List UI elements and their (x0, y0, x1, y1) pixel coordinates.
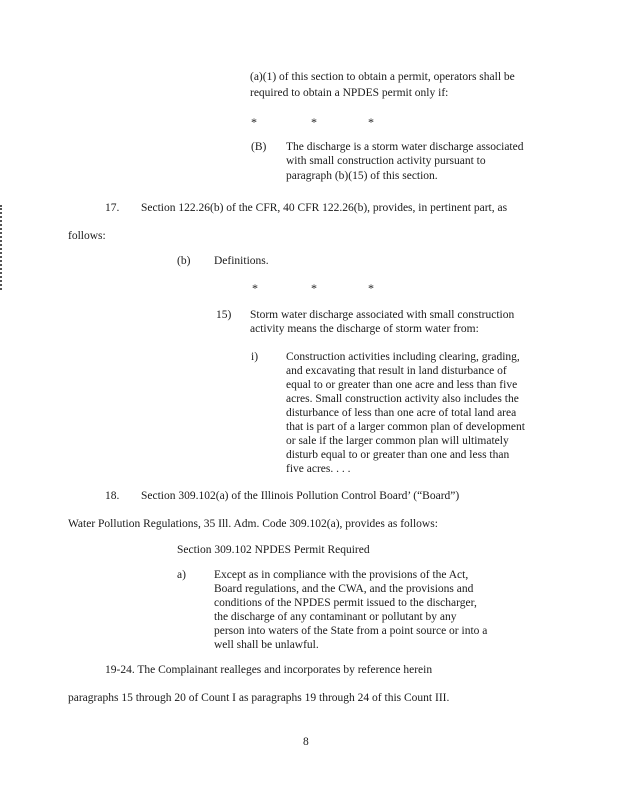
quote-b-label: (B) (251, 141, 267, 153)
item-i-line: disturb equal to or greater than one and less than (286, 449, 510, 461)
item15-label: 15) (216, 309, 232, 321)
ellipsis-star: * (368, 281, 374, 295)
para17-number: 17. (105, 202, 120, 214)
para18-line2: Water Pollution Regulations, 35 Ill. Adm. Code 309.102(a), provides as follows: (68, 518, 438, 530)
para17-line1: Section 122.26(b) of the CFR, 40 CFR 122.26(b), provides, in pertinent part, as (141, 202, 508, 214)
ellipsis-star: * (251, 115, 257, 129)
item-i-label: i) (251, 351, 259, 363)
item-a-line: well shall be unlawful. (214, 639, 319, 651)
para19-line2: paragraphs 15 through 20 of Count I as paragraphs 19 through 24 of this Count III. (68, 692, 450, 704)
para17-line2: follows: (68, 230, 106, 242)
item-a-line: Board regulations, and the CWA, and the provisions and (214, 583, 474, 595)
item15-line: Storm water discharge associated with small construction (250, 309, 515, 321)
ellipsis-star: * (311, 115, 317, 129)
definitions-text: Definitions. (214, 255, 269, 267)
item-i-line: that is part of a larger common plan of development (286, 421, 525, 433)
ellipsis-star: * (311, 281, 317, 295)
item-i-line: and excavating that result in land disturbance of (286, 365, 507, 377)
definitions-label: (b) (177, 255, 191, 267)
item-i-line: disturbance of less than one acre of total land area (286, 407, 517, 419)
para19-line1: 19-24. The Complainant realleges and incorporates by reference herein (105, 664, 433, 676)
item-a-line: conditions of the NPDES permit issued to the discharger, (214, 597, 477, 609)
quote-b-line: with small construction activity pursuant to (286, 155, 486, 167)
page-number: 8 (303, 736, 309, 748)
item-i-line: Construction activities including clearing, grading, (286, 351, 520, 363)
ellipsis-star: * (252, 281, 258, 295)
item-i-line: five acres. . . . (286, 463, 351, 475)
para18-line1: Section 309.102(a) of the Illinois Pollution Control Board’ (“Board”) (141, 490, 460, 502)
scan-edge-mark (0, 205, 4, 290)
item-a-line: Except as in compliance with the provisions of the Act, (214, 569, 469, 581)
quote-a-line1: (a)(1) of this section to obtain a permit, operators shall be (250, 71, 515, 83)
item15-line: activity means the discharge of storm water from: (250, 323, 479, 335)
quote-a-line2: required to obtain a NPDES permit only if: (250, 87, 449, 99)
quote-b-line: paragraph (b)(15) of this section. (286, 170, 438, 182)
item-i-line: acres. Small construction activity also includes the (286, 393, 519, 405)
item-a-line: person into waters of the State from a point source or into a (214, 625, 488, 637)
ellipsis-star: * (368, 115, 374, 129)
item-a-label: a) (177, 569, 186, 581)
para18-number: 18. (105, 490, 120, 502)
item-a-line: the discharge of any contaminant or pollutant by any (214, 611, 457, 623)
quote-b-line: The discharge is a storm water discharge associated (286, 141, 524, 153)
item-i-line: equal to or greater than one acre and less than five (286, 379, 518, 391)
section-heading: Section 309.102 NPDES Permit Required (177, 544, 370, 556)
item-i-line: or sale if the larger common plan will ultimately (286, 435, 509, 447)
